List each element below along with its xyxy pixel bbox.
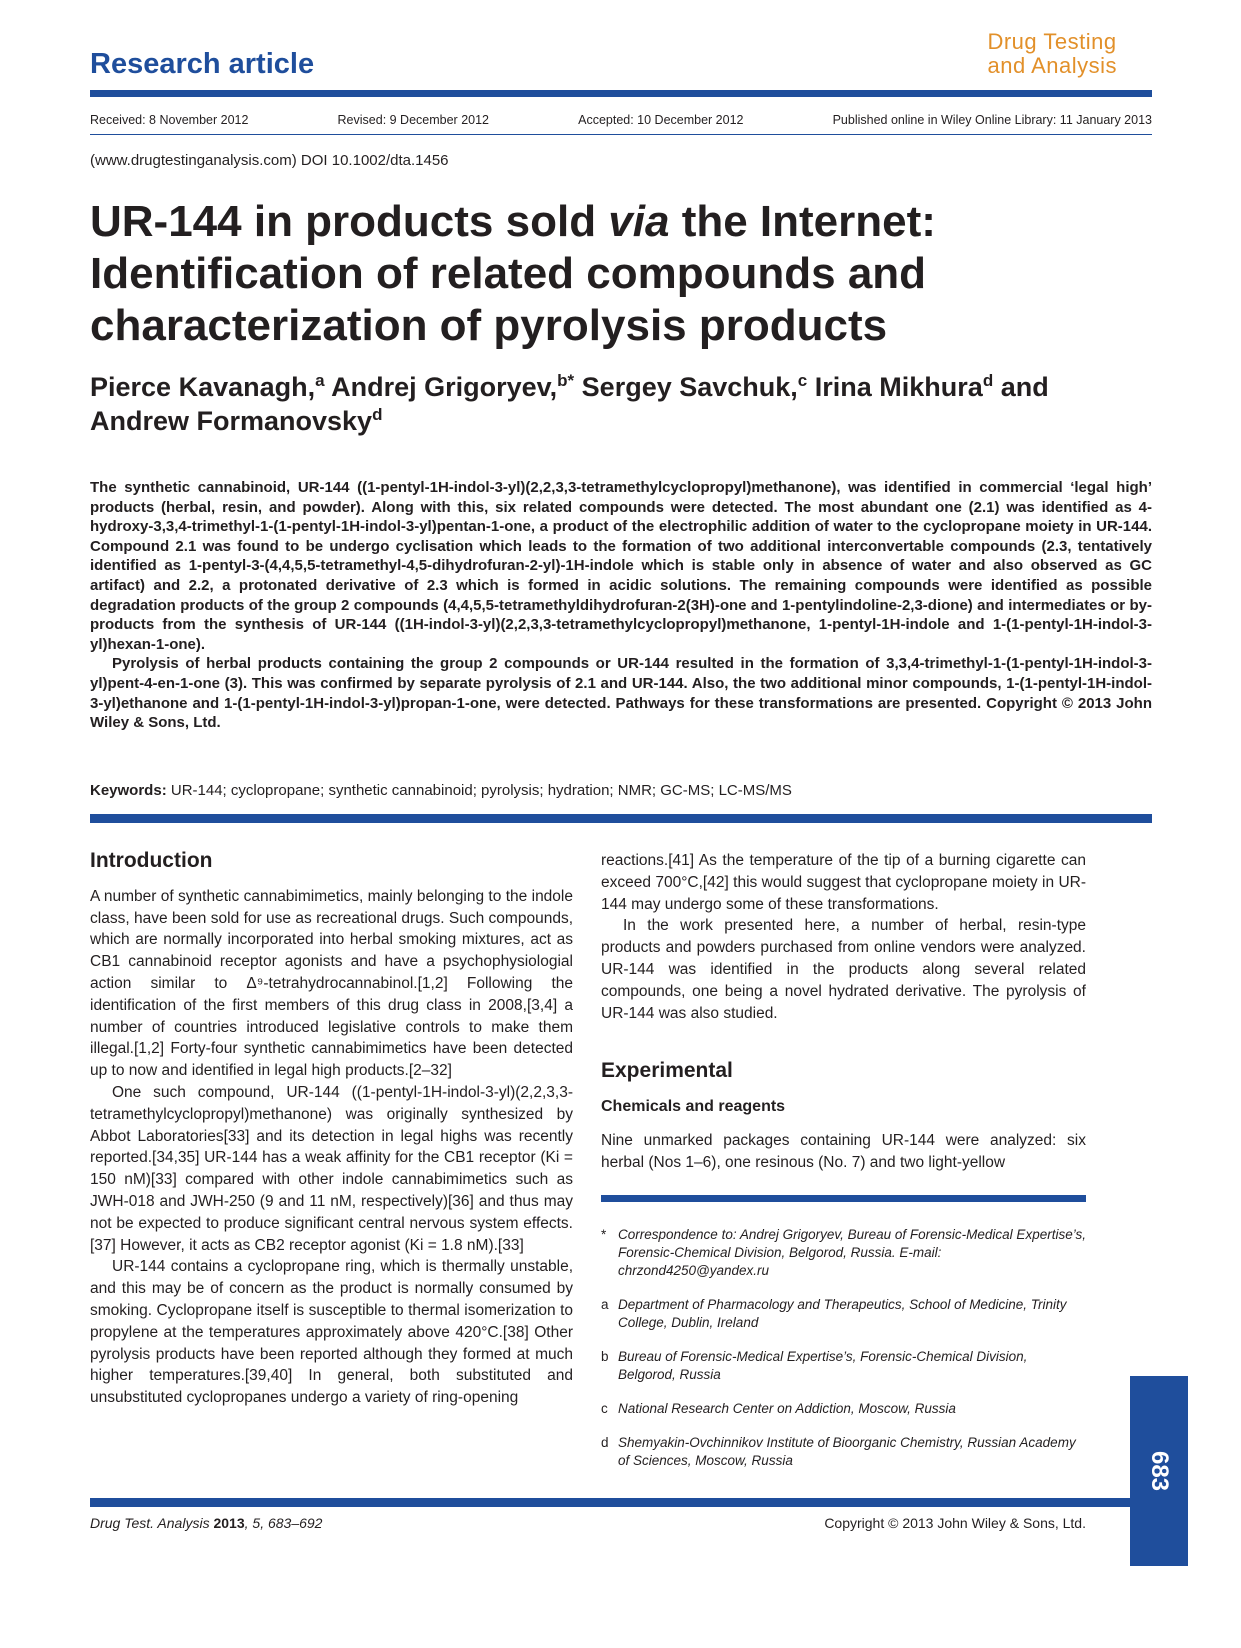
author-list <box>90 370 1152 438</box>
journal-logo-line2: and Analysis <box>987 53 1117 78</box>
keywords-label: Keywords: <box>90 782 167 799</box>
footnote-rule <box>601 1195 1086 1202</box>
abstract-rule <box>90 814 1152 823</box>
header-rule <box>90 90 1152 97</box>
title-italic: via <box>608 197 670 246</box>
body-paragraph: reactions.[41] As the temperature of the tip of a burning cigarette can exceed 700°C,[42] this would suggest that cyclopropane moiety in UR-144 may undergo some of these transformations. <box>601 852 1086 913</box>
author: Pierce Kavanagh,$^a$ <box>90 371 325 402</box>
date-received: Received: 8 November 2012 <box>90 113 249 127</box>
journal-logo-line1: Drug Testing <box>987 29 1117 54</box>
journal-logo <box>987 30 1117 78</box>
dates-rule <box>90 134 1152 135</box>
author-affiliation: c <box>797 371 808 390</box>
footer-copyright: Copyright © 2013 John Wiley & Sons, Ltd. <box>824 1515 1086 1531</box>
body-paragraph: A number of synthetic cannabimimetics, mainly belonging to the indole class, have been sold for use as recreational drugs. Such compounds, which are normally incorporated into herbal smoking mixtures, act as CB1 cannabinoid receptor agonists and have a psychophysiologial action similar to Δ⁹-tetrahydrocannabinol.[1,2] Following the identification of the first members of this drug class in 2008,[3,4] a number of countries introduced legislative controls to make them illegal.[1,2] Forty-four synthetic cannabimimetics have been detected up to now and identified in legal high products.[2–32] <box>90 887 573 1080</box>
author-affiliation: a <box>315 371 325 390</box>
abstract <box>90 478 1152 733</box>
date-accepted: Accepted: 10 December 2012 <box>578 113 744 127</box>
right-column <box>601 850 1086 1174</box>
title-part2: the Internet: Identification of related compounds and characterization of pyrolysis products <box>90 197 936 350</box>
article-dates <box>90 113 1152 127</box>
author-affiliation: d <box>982 371 994 390</box>
page-number: 683 <box>1145 1450 1173 1492</box>
body-paragraph: In the work presented here, a number of herbal, resin-type products and powders purchased from online vendors were analyzed. UR-144 was identified in the products along several related compounds, one being a novel hydrated derivative. The pyrolysis of UR-144 was also studied. <box>601 917 1086 1022</box>
footnote: b Bureau of Forensic-Medical Expertise’s, Forensic-Chemical Division, Belgorod, Russia <box>601 1349 1028 1382</box>
subsection-heading: Chemicals and reagents <box>601 1098 786 1116</box>
body-paragraph: Nine unmarked packages containing UR-144 were analyzed: six herbal (Nos 1–6), one resinous (No. 7) and two light-yellow <box>601 1131 1086 1171</box>
author: Sergey Savchuk,$^c$ <box>581 371 808 402</box>
footer-year: 2013 <box>213 1515 245 1531</box>
keywords <box>90 782 792 799</box>
abstract-paragraph: The synthetic cannabinoid, UR-144 ((1-pentyl-1H-indol-3-yl)(2,2,3,3-tetramethylcyclopropyl)methanone), was identified in commercial ‘legal high’ products (herbal, resin, and powder). Along with this, six related compounds were detected. The most abundant one (2.1) was identified as 4-hydroxy-3,3,4-trimethyl-1-(1-pentyl-1H-indol-3-yl)pentan-1-one, a product of the electrophilic addition of water to the cyclopropane moiety in UR-144. Compound 2.1 was found to be undergo cyclisation which leads to the formation of two additional interconvertable compounds (2.3, tentatively identified as 1-pentyl-3-(4,4,5,5-tetramethyl-4,5-dihydrofuran-2-yl)-1H-indole which is stable only in absence of water and also observed as GC artifact) and 2.2, a protonated derivative of 2.3 which is formed in acidic solutions. The remaining compounds were identified as possible degradation products of the group 2 compounds (4,4,5,5-tetramethyldihydrofuran-2(3H)-one and 1-pentylindoline-2,3-dione) and intermediates or by-products from the synthesis of UR-144 ((1H-indol-3-yl)(2,2,3,3-tetramethylcyclopropyl)methanone, 1-pentyl-1H-indole and 1-(1-pentyl-1H-indol-3-yl)hexan-1-one). <box>90 479 1152 653</box>
keywords-text: UR-144; cyclopropane; synthetic cannabinoid; pyrolysis; hydration; NMR; GC-MS; LC-MS/MS <box>170 782 792 799</box>
footnote: * Correspondence to: Andrej Grigoryev, Bureau of Forensic-Medical Expertise’s, Forensic-Chemical Division, Belgorod, Russia. E-mail: chrzond4250@yandex.ru <box>601 1227 1086 1278</box>
page-number-tab <box>1130 1376 1188 1566</box>
footnote: a Department of Pharmacology and Therapeutics, School of Medicine, Trinity College, Dublin, Ireland <box>601 1297 1067 1330</box>
body-paragraph: UR-144 contains a cyclopropane ring, which is thermally unstable, and this may be of concern as the product is normally consumed by smoking. Cyclopropane itself is susceptible to thermal isomerization to propylene at the temperatures approximately above 420°C.[38] Other pyrolysis products have been reported although they formed at much higher temperatures.[39,40] In general, both substituted and unsubstituted cyclopropanes undergo a variety of ring-opening <box>90 1258 573 1407</box>
article-type: Research article <box>90 48 315 80</box>
author: and Andrew Formanovsky$^d$ <box>90 372 1049 436</box>
section-heading-experimental: Experimental <box>601 1059 733 1083</box>
author-affiliation: d <box>372 405 383 424</box>
author-affiliation: b* <box>557 371 575 390</box>
body-paragraph: One such compound, UR-144 ((1-pentyl-1H-indol-3-yl)(2,2,3,3-tetramethylcyclopropyl)methanone) was originally synthesized by Abbot Laboratories[33] and its detection in legal highs was recently reported.[34,35] UR-144 has a weak affinity for the CB1 receptor (Ki = 150 nM)[33] compared with other indole cannabimimetics such as JWH-018 and JWH-250 (9 and 11 nM, respectively)[36] and thus may not be expected to produce significant central nervous system effects.[37] However, it acts as CB2 receptor agonist (Ki = 1.8 nM).[33] <box>90 1083 573 1254</box>
footnotes <box>601 1226 1086 1486</box>
article-title <box>90 196 1090 352</box>
date-published: Published online in Wiley Online Library: 11 January 2013 <box>832 113 1152 127</box>
author: Irina Mikhura$^d$ <box>814 371 994 402</box>
doi-line: (www.drugtestinganalysis.com) DOI 10.1002/dta.1456 <box>90 152 449 169</box>
footnote: c National Research Center on Addiction, Moscow, Russia <box>601 1401 956 1416</box>
left-column <box>90 850 573 1409</box>
abstract-paragraph: Pyrolysis of herbal products containing the group 2 compounds or UR-144 resulted in the formation of 3,3,4-trimethyl-1-(1-pentyl-1H-indol-3-yl)pent-4-en-1-one (3). This was confirmed by separate pyrolysis of 2.1 and UR-144. Also, the two additional minor compounds, 1-(1-pentyl-1H-indol-3-yl)ethanone and 1-(1-pentyl-1H-indol-3-yl)propan-1-one, were detected. Pathways for these transformations are presented. Copyright © 2013 John Wiley & Sons, Ltd. <box>90 655 1152 732</box>
section-heading-introduction: Introduction <box>90 849 213 872</box>
title-part1: UR-144 in products sold <box>90 197 609 246</box>
footer-rule <box>90 1498 1152 1507</box>
footnote: d Shemyakin-Ovchinnikov Institute of Bioorganic Chemistry, Russian Academy of Sciences, Moscow, Russia <box>601 1435 1076 1468</box>
footer-citation: Drug Test. Analysis 2013, 5, 683–692 <box>90 1515 323 1531</box>
author: Andrej Grigoryev,$^{b*}$ <box>331 371 575 402</box>
date-revised: Revised: 9 December 2012 <box>337 113 490 127</box>
